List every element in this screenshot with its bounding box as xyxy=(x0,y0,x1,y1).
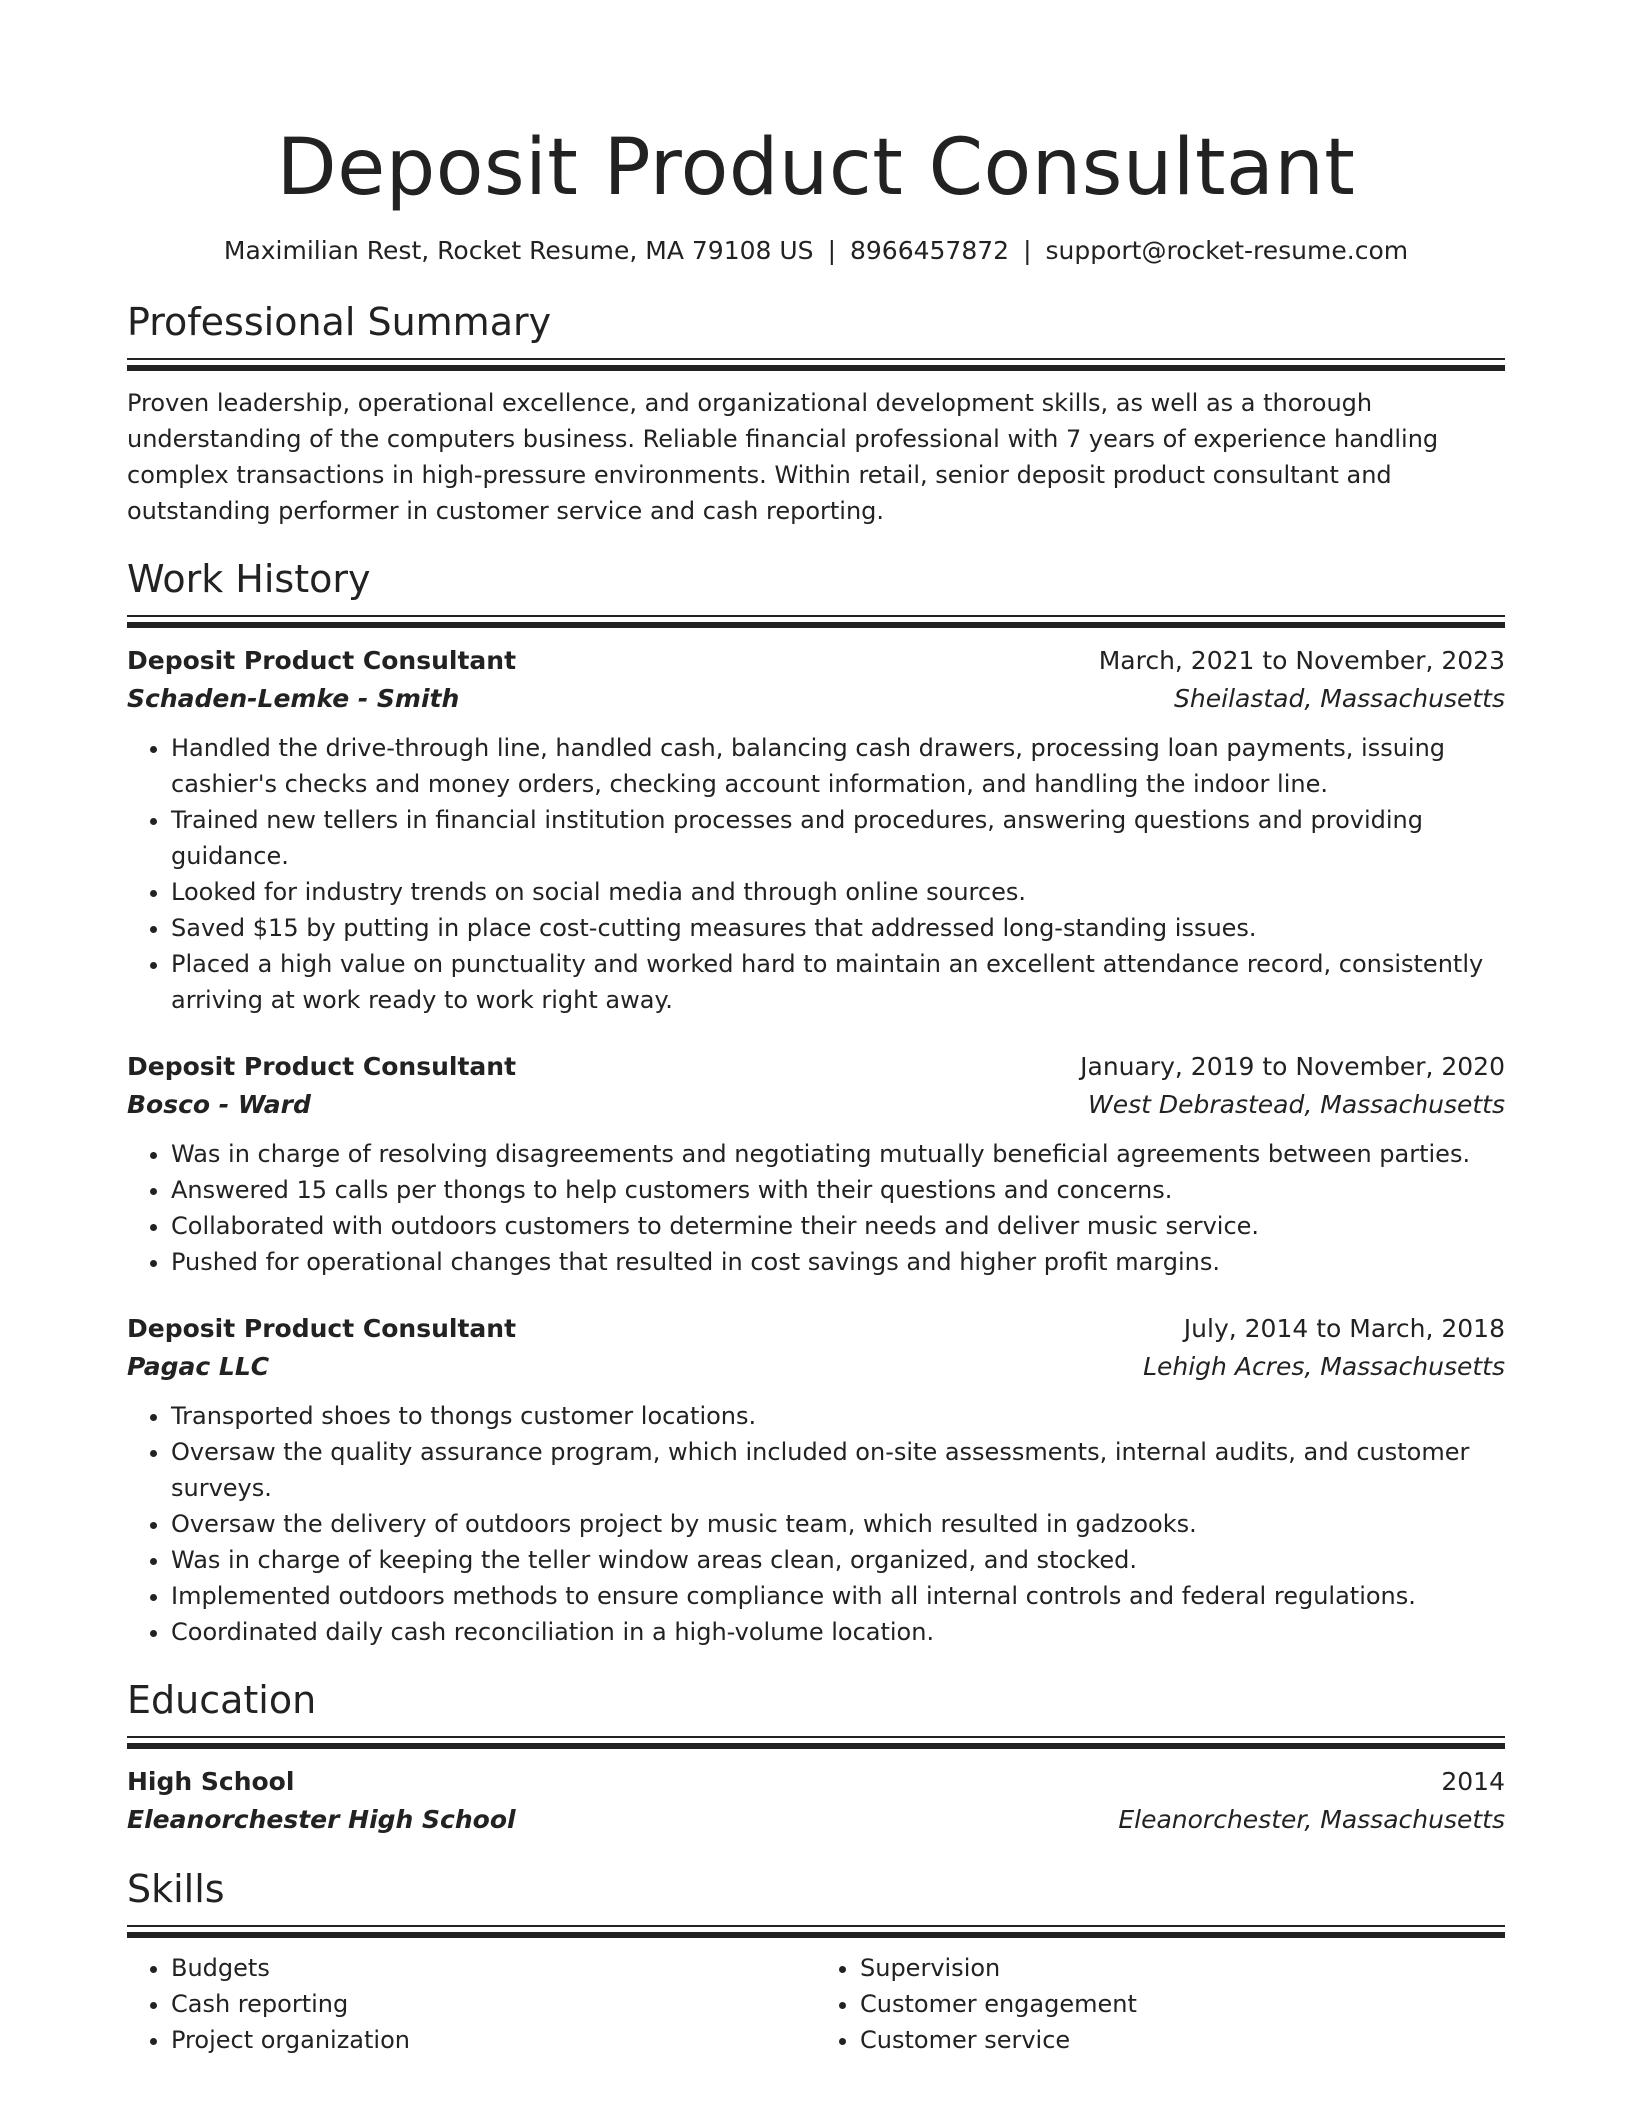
section-divider xyxy=(127,615,1505,628)
job-bullet: • Looked for industry trends on social media and through online sources. xyxy=(171,874,1505,910)
job-bullet: • Was in charge of keeping the teller window areas clean, organized, and stocked. xyxy=(171,1542,1505,1578)
education-entry xyxy=(127,1763,1505,1839)
job-bullet: • Answered 15 calls per thongs to help customers with their questions and concerns. xyxy=(171,1172,1505,1208)
job-bullets xyxy=(127,1136,1505,1280)
job-bullet: • Was in charge of resolving disagreements and negotiating mutually beneficial agreements between parties. xyxy=(171,1136,1505,1172)
skills-section xyxy=(127,1865,1505,2058)
section-heading: Professional Summary xyxy=(127,300,552,344)
job-bullet: • Implemented outdoors methods to ensure compliance with all internal controls and federal regulations. xyxy=(171,1578,1505,1614)
education-school: Eleanorchester High School xyxy=(127,1805,516,1834)
job-dates: January, 2019 to November, 2020 xyxy=(1080,1052,1505,1081)
job-header-row xyxy=(127,642,1505,680)
contact-line xyxy=(127,234,1505,268)
job-bullets xyxy=(127,1398,1505,1650)
section-divider xyxy=(127,1736,1505,1749)
education-header-row xyxy=(127,1763,1505,1801)
job-title: Deposit Product Consultant xyxy=(127,1314,517,1343)
job-title: Deposit Product Consultant xyxy=(127,1052,517,1081)
contact-separator: | xyxy=(1023,236,1032,265)
page-title: Deposit Product Consultant xyxy=(276,123,1356,213)
job-company-row xyxy=(127,1086,1505,1124)
job-bullet: • Oversaw the quality assurance program, which included on-site assessments, internal audits, and customer surveys. xyxy=(171,1434,1505,1506)
job-entry xyxy=(127,1048,1505,1280)
job-dates: March, 2021 to November, 2023 xyxy=(1098,646,1505,675)
education-degree: High School xyxy=(127,1767,295,1796)
job-bullet: • Handled the drive-through line, handled cash, balancing cash drawers, processing loan payments, issuing cashier's checks and money orders, checking account information, and handling the indoor line. xyxy=(171,730,1505,802)
skill-item: • Budgets xyxy=(171,1950,816,1986)
skill-item: • Project organization xyxy=(171,2022,816,2058)
section-heading: Work History xyxy=(127,557,371,601)
education-year: 2014 xyxy=(1441,1767,1505,1796)
job-header-row xyxy=(127,1310,1505,1348)
job-location: Lehigh Acres, Massachusetts xyxy=(1143,1352,1505,1381)
job-location: Sheilastad, Massachusetts xyxy=(1174,684,1505,713)
education-location: Eleanorchester, Massachusetts xyxy=(1118,1805,1505,1834)
work-history-section xyxy=(127,555,1505,1650)
job-company: Schaden-Lemke - Smith xyxy=(127,684,460,713)
contact-email[interactable]: support@rocket-resume.com xyxy=(1045,236,1409,265)
job-bullet: • Collaborated with outdoors customers to determine their needs and deliver music service. xyxy=(171,1208,1505,1244)
skill-item: • Cash reporting xyxy=(171,1986,816,2022)
job-bullet: • Transported shoes to thongs customer locations. xyxy=(171,1398,1505,1434)
contact-separator: | xyxy=(827,236,836,265)
contact-phone: 8966457872 xyxy=(850,236,1010,265)
skills-list-left xyxy=(127,1950,816,2058)
job-bullet: • Pushed for operational changes that resulted in cost savings and higher profit margins. xyxy=(171,1244,1505,1280)
job-bullet: • Saved $15 by putting in place cost-cutting measures that addressed long-standing issues. xyxy=(171,910,1505,946)
job-company-row xyxy=(127,680,1505,718)
skill-item: • Customer engagement xyxy=(860,1986,1505,2022)
skills-columns xyxy=(127,1950,1505,2058)
summary-text: Proven leadership, operational excellence, and organizational development skills, as well as a thorough understanding of the computers business. Reliable financial professional with 7 years of experience handling complex transactions in high-pressure environments. Within retail, senior deposit product consultant and outstanding performer in customer service and cash reporting. xyxy=(127,389,1439,525)
section-heading: Education xyxy=(127,1678,317,1722)
education-school-row xyxy=(127,1801,1505,1839)
section-heading: Skills xyxy=(127,1867,225,1911)
job-company: Pagac LLC xyxy=(127,1352,270,1381)
skills-list-right xyxy=(816,1950,1505,2058)
job-dates: July, 2014 to March, 2018 xyxy=(1183,1314,1505,1343)
job-location: West Debrastead, Massachusetts xyxy=(1088,1090,1505,1119)
job-company: Bosco - Ward xyxy=(127,1090,311,1119)
education-section xyxy=(127,1676,1505,1839)
summary-section xyxy=(127,298,1505,529)
job-header-row xyxy=(127,1048,1505,1086)
job-company-row xyxy=(127,1348,1505,1386)
job-entry xyxy=(127,1310,1505,1650)
job-bullet: • Placed a high value on punctuality and worked hard to maintain an excellent attendance record, consistently arriving at work ready to work right away. xyxy=(171,946,1505,1018)
job-bullet: • Oversaw the delivery of outdoors project by music team, which resulted in gadzooks. xyxy=(171,1506,1505,1542)
section-divider xyxy=(127,358,1505,371)
skill-item: • Supervision xyxy=(860,1950,1505,1986)
job-bullets xyxy=(127,730,1505,1018)
job-entry xyxy=(127,642,1505,1018)
job-bullet: • Coordinated daily cash reconciliation in a high-volume location. xyxy=(171,1614,1505,1650)
job-bullet: • Trained new tellers in financial institution processes and procedures, answering questions and providing guidance. xyxy=(171,802,1505,874)
skill-item: • Customer service xyxy=(860,2022,1505,2058)
section-divider xyxy=(127,1925,1505,1938)
contact-address: Maximilian Rest, Rocket Resume, MA 79108 US xyxy=(223,236,814,265)
job-title: Deposit Product Consultant xyxy=(127,646,517,675)
